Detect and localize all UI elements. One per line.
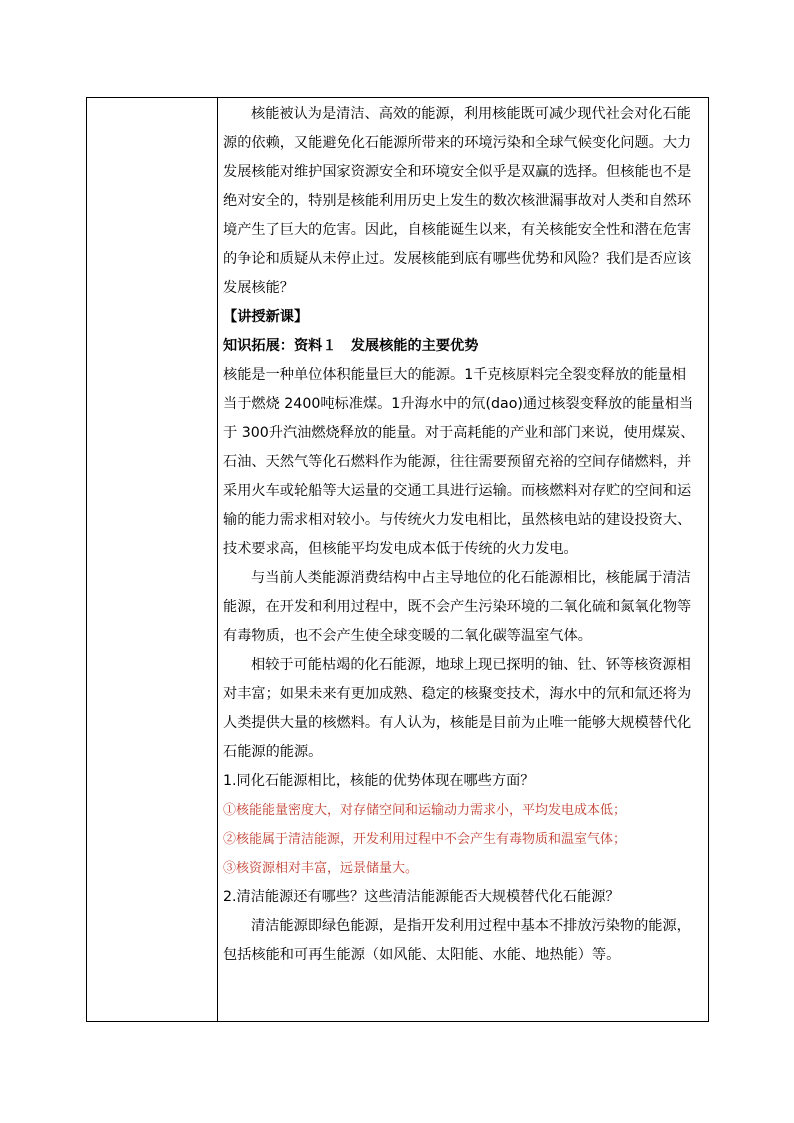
material-heading: 知识拓展：资料１ 发展核能的主要优势	[223, 338, 479, 354]
question-1: 1.同化石能源相比，核能的优势体现在哪些方面？	[223, 773, 535, 789]
section-heading: 【讲授新课】	[223, 309, 309, 325]
intro-paragraph: 核能被认为是清洁、高效的能源，利用核能既可减少现代社会对化石能源的依赖，又能避免化石能源所带来的环境污染和全球气候变化问题。大力发展核能对维护国家资源安全和环境安全似乎是双赢的选择。但核能也不是绝对安全的，特别是核能利用历史上发生的数次核泄漏事故对人类和自然环境产生了巨大的危害。因此，自核能诞生以来，有关核能安全性和潜在危害的争论和质疑从未停止过。发展核能到底有哪些优势和风险？我们是否应该发展核能？	[223, 106, 692, 296]
answer-1-item: ①核能能量密度大，对存储空间和运输动力需求小，平均发电成本低；	[223, 803, 627, 818]
lesson-table	[86, 97, 709, 1022]
answer-2: 清洁能源即绿色能源，是指开发利用过程中基本不排放污染物的能源，包括核能和可再生能源（如风能、太阳能、水能、地热能）等。	[223, 918, 691, 963]
content-cell	[218, 98, 709, 1022]
material-paragraph-3: 相较于可能枯竭的化石能源，地球上现已探明的铀、钍、钚等核资源相对丰富；如果未来有更加成熟、稳定的核聚变技术，海水中的氘和氚还将为人类提供大量的核燃料。有人认为，核能是目前为止唯一能够大规模替代化石能源的能源。	[223, 657, 692, 760]
material-paragraph-2: 与当前人类能源消费结构中占主导地位的化石能源相比，核能属于清洁能源，在开发和利用过程中，既不会产生污染环境的二氧化硫和氮氧化物等有毒物质，也不会产生使全球变暖的二氧化碳等温室气体。	[223, 570, 692, 644]
left-column-cell	[87, 98, 218, 1022]
answer-1-item: ③核资源相对丰富，远景储量大。	[223, 861, 419, 876]
content-body	[218, 98, 708, 970]
answer-1-item: ②核能属于清洁能源，开发利用过程中不会产生有毒物质和温室气体；	[223, 832, 627, 847]
question-2: 2.清洁能源还有哪些？这些清洁能源能否大规模替代化石能源？	[223, 889, 620, 905]
material-paragraph-1: 核能是一种单位体积能量巨大的能源。1千克核原料完全裂变释放的能量相当于燃烧 2400吨标准煤。1升海水中的氘(dao)通过核裂变释放的能量相当于 300升汽油燃烧释放的能量。对于高耗能的产业和部门来说，使用煤炭、石油、天然气等化石燃料作为能源，往往需要预留充裕的空间存储燃料，并采用火车或轮船等大运量的交通工具进行运输。而核燃料对存贮的空间和运输的能力需求相对较小。与传统火力发电相比，虽然核电站的建设投资大、技术要求高，但核能平均发电成本低于传统的火力发电。	[223, 367, 695, 557]
table-row	[87, 98, 709, 1022]
